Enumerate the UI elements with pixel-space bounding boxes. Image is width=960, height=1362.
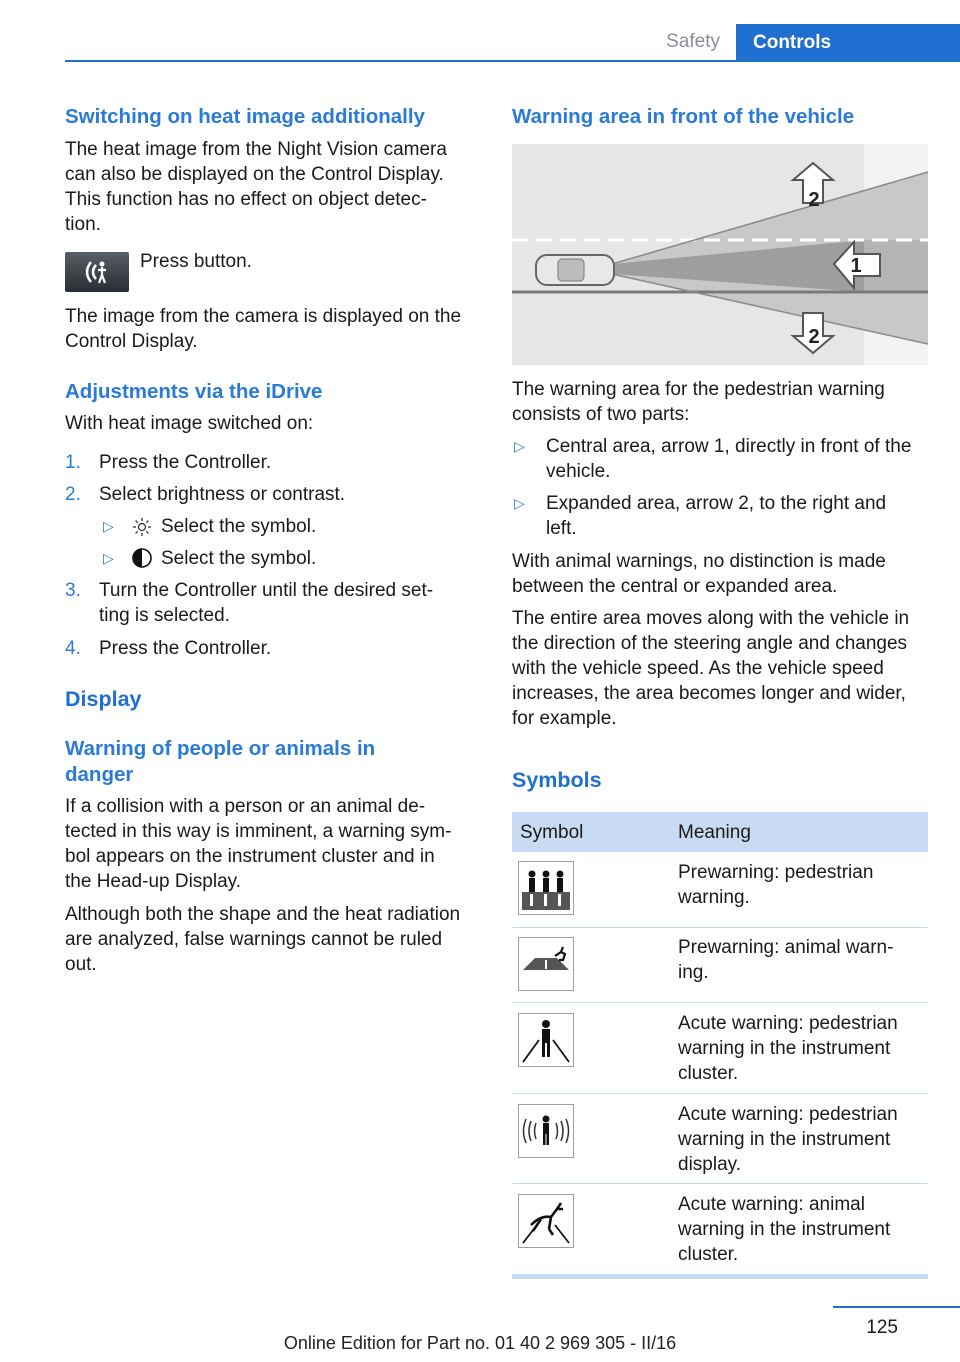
triangle-bullet-icon: ▷ [514, 495, 525, 511]
paragraph-camera-image: The image from the camera is displayed on the Control Display. [65, 306, 462, 352]
step-number: 1. [65, 452, 81, 473]
meaning-text: Acute warning: animal warning in the instrument cluster. [678, 1194, 891, 1265]
pedestrian-group-icon [518, 861, 574, 915]
page-number: 125 [866, 1317, 898, 1338]
header-chapter: Controls [736, 24, 960, 62]
meaning-text: Prewarning: animal warn- ing. [678, 937, 894, 983]
bullet-expanded-area: Expanded area, arrow 2, to the right and left. [546, 493, 887, 539]
step-text: Select brightness or contrast. [99, 484, 346, 505]
header-section: Safety [666, 31, 720, 52]
heading-switching-heat: Switching on heat image additionally [65, 105, 425, 128]
step-number: 3. [65, 580, 81, 601]
step-text: Press the Controller. [99, 638, 272, 659]
contrast-icon [131, 547, 153, 569]
triangle-bullet-icon: ▷ [103, 518, 114, 534]
table-row-divider [512, 1093, 928, 1094]
warning-area-diagram [512, 144, 928, 365]
animal-road-icon [518, 937, 574, 991]
adjust-intro: With heat image switched on: [65, 413, 314, 434]
press-button-text: Press button. [140, 251, 252, 272]
paragraph-area-moves: The entire area moves along with the vehicle in the direction of the steering angle and changes with the vehicle speed. As the vehicle speed increases, the area becomes longer and wider, for example. [512, 608, 910, 729]
triangle-bullet-icon: ▷ [103, 550, 114, 566]
pedestrian-road-icon [518, 1013, 574, 1067]
night-vision-button-icon [65, 252, 129, 292]
paragraph-animal: With animal warnings, no distinction is made between the central or expanded area. [512, 551, 886, 597]
step-text: Press the Controller. [99, 452, 272, 473]
heading-warning-people: Warning of people or animals in danger [65, 737, 376, 786]
diagram-label-1: 1 [850, 255, 862, 277]
paragraph-collision: If a collision with a person or an animal de- tected in this way is imminent, a warning sym- bol appears on the instrument cluster and in the Head-up Display. [65, 796, 452, 892]
column-header-symbol: Symbol [520, 822, 584, 843]
paragraph-false-warnings: Although both the shape and the heat radiation are analyzed, false warnings cannot be ruled out. [65, 904, 461, 975]
sub-step-text: Select the symbol. [161, 516, 317, 537]
footer-edition: Online Edition for Part no. 01 40 2 969 305 - II/16 [283, 1333, 677, 1353]
heading-adjustments: Adjustments via the iDrive [65, 380, 323, 403]
symbols-table-header [512, 812, 928, 852]
table-row-divider [512, 1183, 928, 1184]
meaning-text: Acute warning: pedestrian warning in the instrument display. [678, 1104, 898, 1175]
sub-step-text: Select the symbol. [161, 548, 317, 569]
heading-symbols: Symbols [512, 768, 602, 792]
step-text: Turn the Controller until the desired set- ting is selected. [99, 580, 434, 626]
meaning-text: Prewarning: pedestrian warning. [678, 862, 874, 908]
footer-rule [833, 1306, 960, 1308]
step-number: 2. [65, 484, 81, 505]
heading-display: Display [65, 687, 142, 711]
pedestrian-signal-icon [518, 1104, 574, 1158]
paragraph-warning-area: The warning area for the pedestrian warning consists of two parts: [512, 379, 885, 425]
column-header-meaning: Meaning [678, 822, 751, 843]
deer-road-icon [518, 1194, 574, 1248]
diagram-label-2-top: 2 [808, 189, 820, 211]
diagram-label-2-bottom: 2 [808, 326, 820, 348]
paragraph-heat-image: The heat image from the Night Vision camera can also be displayed on the Control Display. This function has no effect on object detec- tion. [65, 139, 447, 235]
meaning-text: Acute warning: pedestrian warning in the instrument cluster. [678, 1013, 898, 1084]
brightness-icon [131, 516, 153, 538]
table-bottom-rule [512, 1274, 928, 1279]
table-row-divider [512, 1002, 928, 1003]
step-number: 4. [65, 638, 81, 659]
bullet-central-area: Central area, arrow 1, directly in front of the vehicle. [546, 436, 912, 482]
table-row-divider [512, 927, 928, 928]
triangle-bullet-icon: ▷ [514, 438, 525, 454]
heading-warning-area: Warning area in front of the vehicle [512, 105, 855, 128]
header-rule [65, 60, 960, 62]
